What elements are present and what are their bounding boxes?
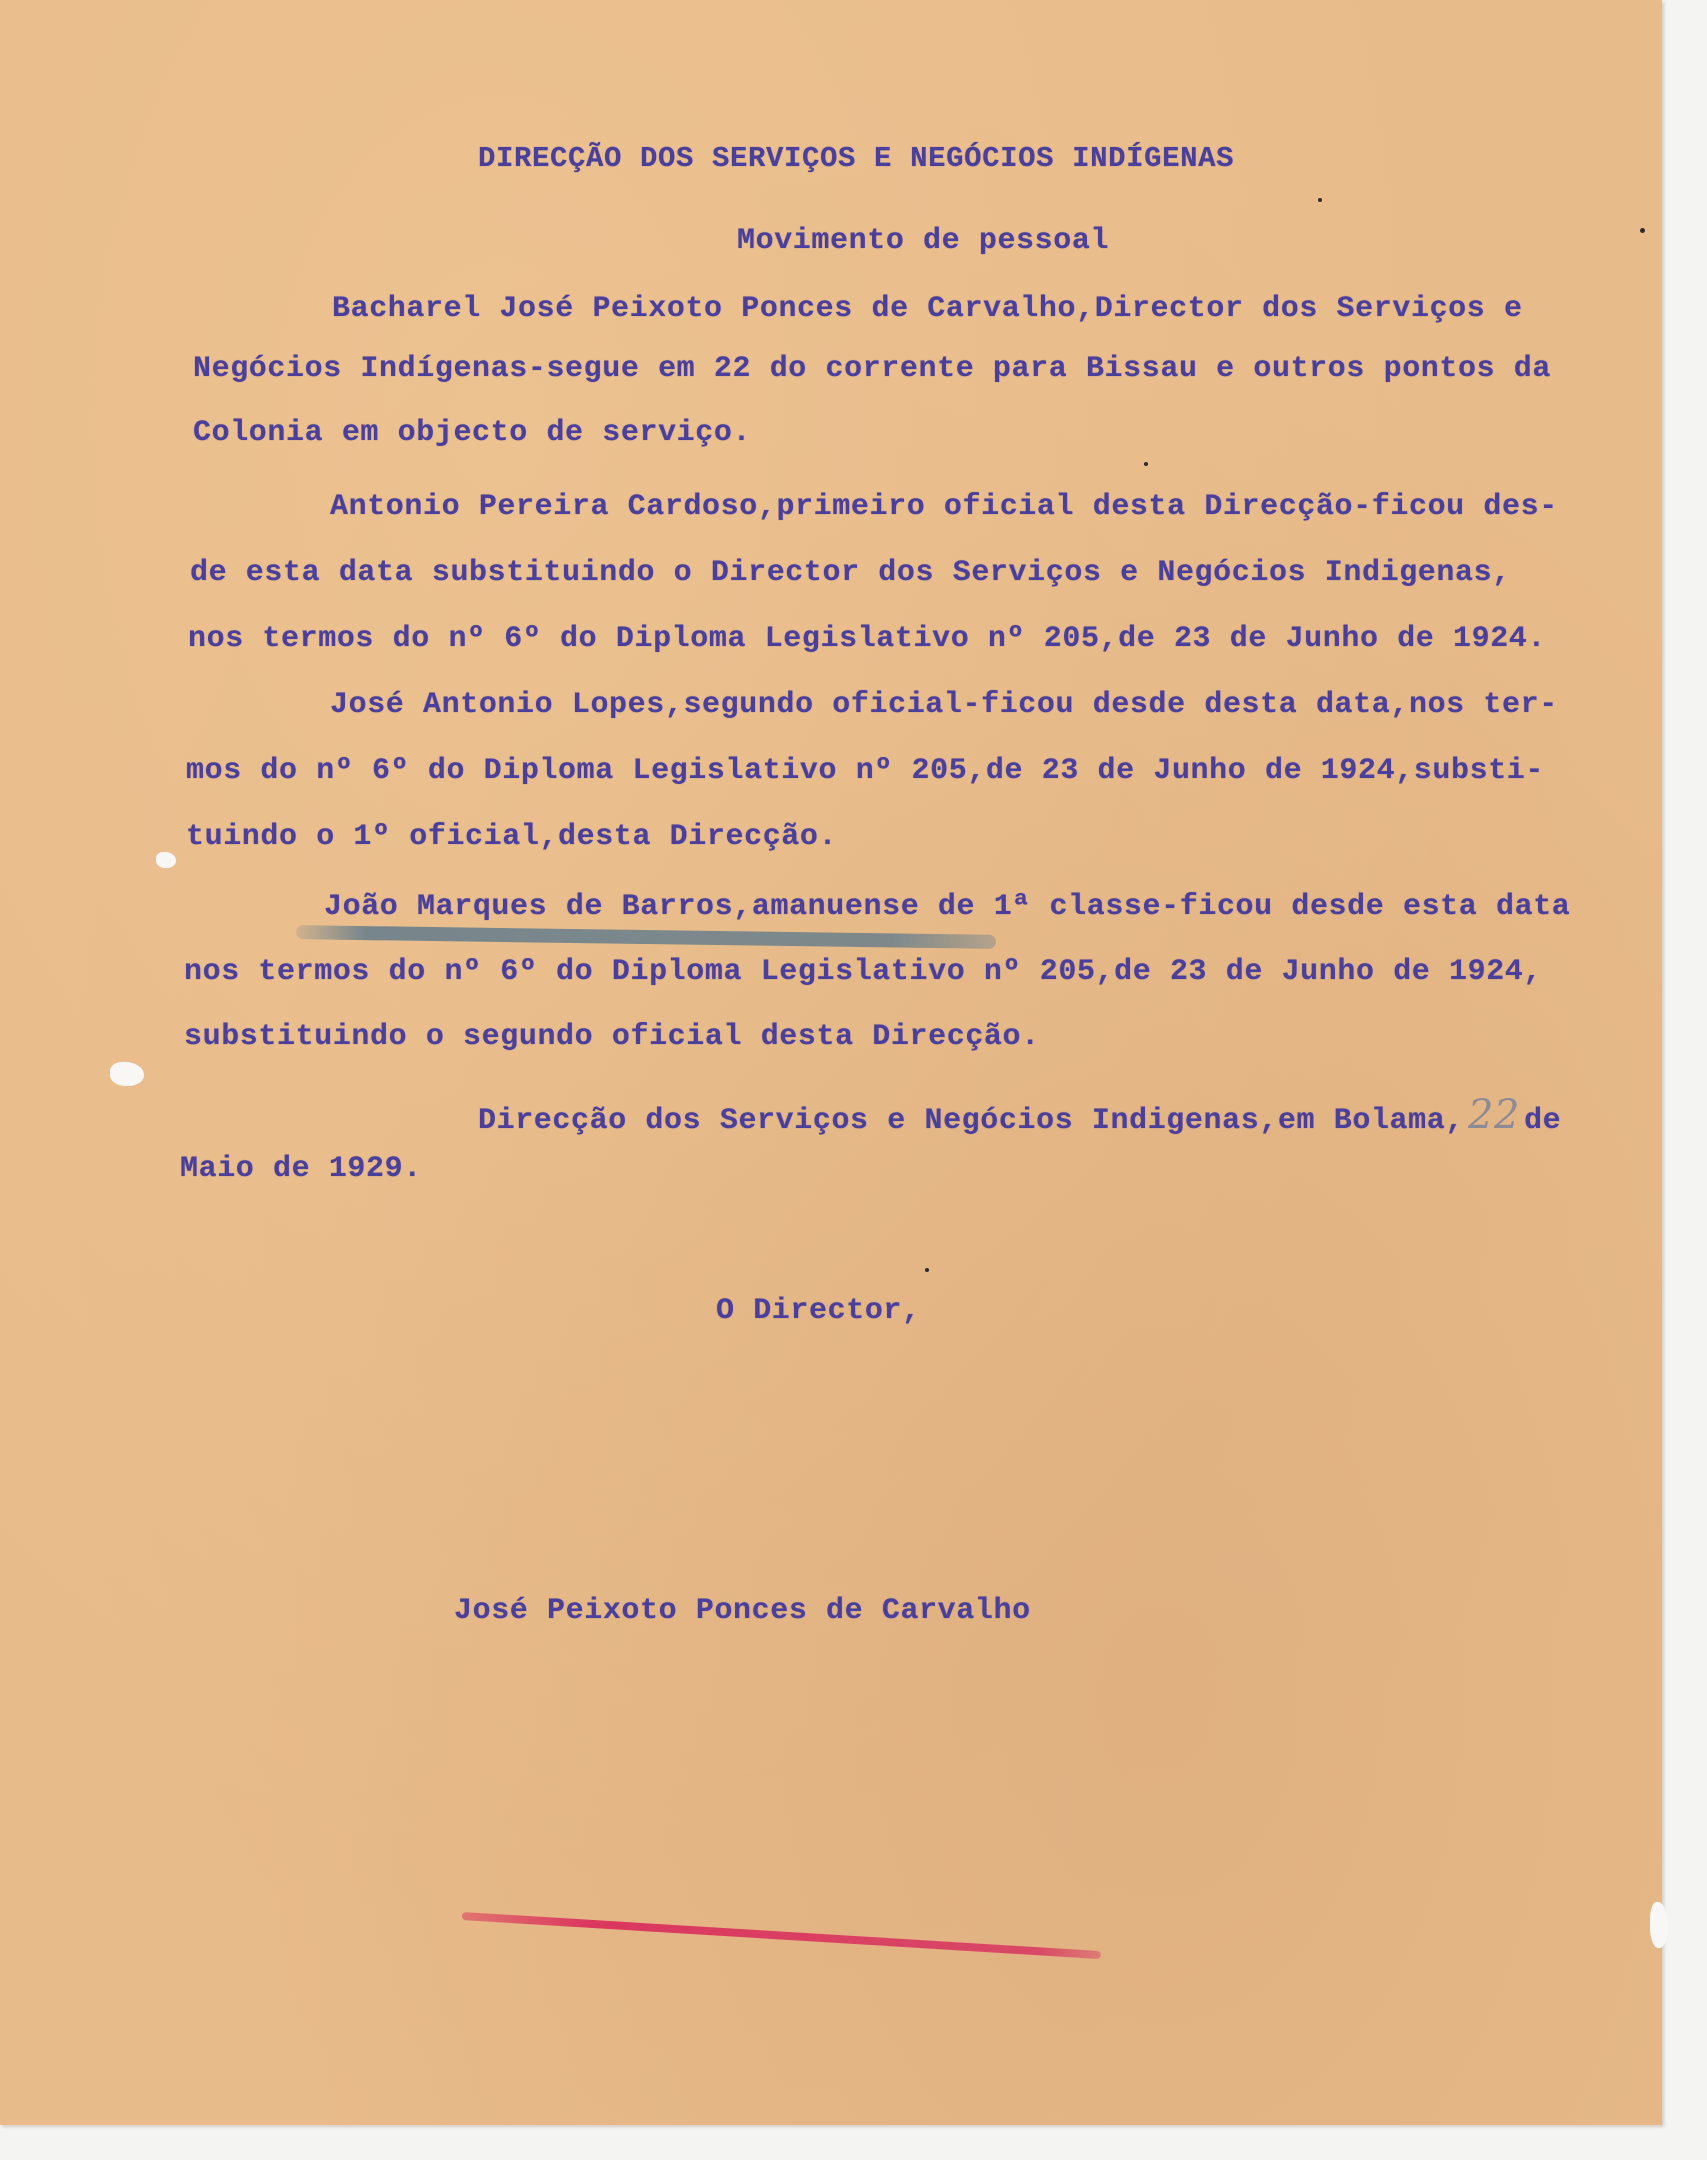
closing-line-1 (478, 1092, 1561, 1138)
document-subheading: Movimento de pessoal (737, 224, 1110, 258)
paragraph-3-line-1: José Antonio Lopes,segundo oficial-ficou desde desta data,nos ter- (330, 688, 1558, 722)
closing-line-1-end: de (1524, 1104, 1562, 1138)
signature-title: O Director, (716, 1294, 921, 1328)
paragraph-1-line-1: Bacharel José Peixoto Ponces de Carvalho,Director dos Serviços e (332, 292, 1523, 326)
ink-speck (925, 1268, 929, 1272)
closing-place: Direcção dos Serviços e Negócios Indigenas,em Bolama, (478, 1104, 1464, 1138)
paragraph-1-line-2: Negócios Indígenas-segue em 22 do corrente para Bissau e outros pontos da (193, 352, 1552, 386)
paragraph-4-line-3: substituindo o segundo oficial desta Direcção. (184, 1020, 1040, 1054)
signature-name: José Peixoto Ponces de Carvalho (454, 1594, 1031, 1628)
blue-pencil-underline (296, 925, 996, 949)
paragraph-3-line-3: tuindo o 1º oficial,desta Direcção. (186, 820, 838, 854)
paragraph-3-line-2: mos do nº 6º do Diploma Legislativo nº 205,de 23 de Junho de 1924,substi- (186, 754, 1545, 788)
paragraph-2-line-3: nos termos do nº 6º do Diploma Legislativo nº 205,de 23 de Junho de 1924. (188, 622, 1547, 656)
paragraph-2-line-1: Antonio Pereira Cardoso,primeiro oficial desta Direcção-ficou des- (330, 490, 1558, 524)
ink-speck (1640, 228, 1645, 233)
paper-tear (156, 852, 176, 868)
paragraph-1-line-3: Colonia em objecto de serviço. (193, 416, 752, 450)
paragraph-2-line-2: de esta data substituindo o Director dos Serviços e Negócios Indigenas, (190, 556, 1511, 590)
paragraph-4-line-2: nos termos do nº 6º do Diploma Legislativo nº 205,de 23 de Junho de 1924, (184, 955, 1543, 989)
closing-line-2: Maio de 1929. (180, 1152, 422, 1186)
document-heading: DIRECÇÃO DOS SERVIÇOS E NEGÓCIOS INDÍGENAS (478, 142, 1235, 175)
paper-tear (110, 1062, 144, 1086)
paper-tear (1650, 1902, 1668, 1948)
red-pencil-stroke (462, 1912, 1101, 1959)
handwritten-day: 22 (1467, 1092, 1521, 1138)
ink-speck (1144, 462, 1148, 466)
paragraph-4-line-1: João Marques de Barros,amanuense de 1ª classe-ficou desde esta data (324, 890, 1571, 924)
ink-speck (1318, 198, 1322, 202)
